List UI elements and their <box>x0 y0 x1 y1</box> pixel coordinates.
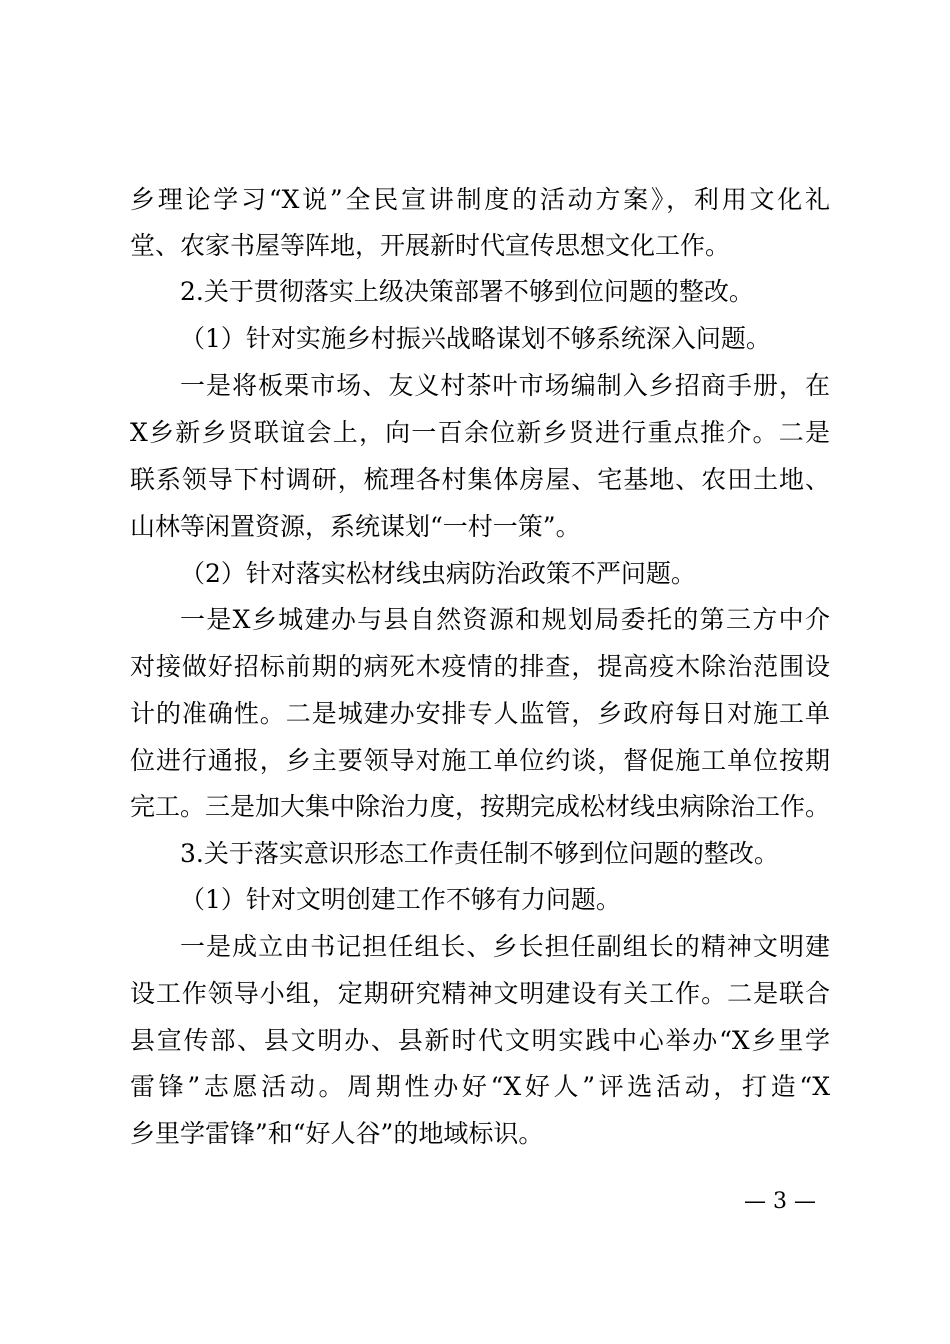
paragraph-line: 一是成立由书记担任组长、乡长担任副组长的精神文明建 <box>180 932 830 961</box>
page-number: — 3 — <box>744 1189 816 1214</box>
subsection-heading: （1）针对文明创建工作不够有力问题。 <box>180 885 621 914</box>
paragraph-line: 联系领导下村调研，梳理各村集体房屋、宅基地、农田土地、 <box>130 465 830 494</box>
subsection-heading: （2）针对落实松材线虫病防治政策不严问题。 <box>180 559 696 588</box>
section-heading: 3.关于落实意识形态工作责任制不够到位问题的整改。 <box>180 839 779 868</box>
subsection-heading: （1）针对实施乡村振兴战略谋划不够系统深入问题。 <box>180 324 771 353</box>
paragraph-line: 计的准确性。二是城建办安排专人监管，乡政府每日对施工单 <box>130 699 830 728</box>
paragraph-line: 乡里学雷锋”和“好人谷”的地域标识。 <box>130 1119 544 1148</box>
paragraph-line: 对接做好招标前期的病死木疫情的排查，提高疫木除治范围设 <box>130 652 830 681</box>
paragraph-line: 位进行通报，乡主要领导对施工单位约谈，督促施工单位按期 <box>130 746 830 775</box>
paragraph-line: 一是将板栗市场、友义村茶叶市场编制入乡招商手册，在 <box>180 371 830 400</box>
paragraph-line: 设工作领导小组，定期研究精神文明建设有关工作。二是联合 <box>130 979 830 1008</box>
section-heading: 2.关于贯彻落实上级决策部署不够到位问题的整改。 <box>180 277 754 306</box>
paragraph-line: 堂、农家书屋等阵地，开展新时代宣传思想文化工作。 <box>130 231 731 260</box>
paragraph-line: 县宣传部、县文明办、县新时代文明实践中心举办“X乡里学 <box>130 1026 830 1055</box>
paragraph-line: 完工。三是加大集中除治力度，按期完成松材线虫病除治工作。 <box>130 792 831 821</box>
paragraph-line: 一是X乡城建办与县自然资源和规划局委托的第三方中介 <box>180 605 830 634</box>
paragraph-line: X乡新乡贤联谊会上，向一百余位新乡贤进行重点推介。二是 <box>130 418 830 447</box>
paragraph-line: 乡理论学习“X说”全民宣讲制度的活动方案》，利用文化礼 <box>130 185 830 214</box>
paragraph-line: 山林等闲置资源，系统谋划“一村一策”。 <box>130 512 581 541</box>
paragraph-line: 雷锋”志愿活动。周期性办好“X好人”评选活动，打造“X <box>130 1072 830 1101</box>
